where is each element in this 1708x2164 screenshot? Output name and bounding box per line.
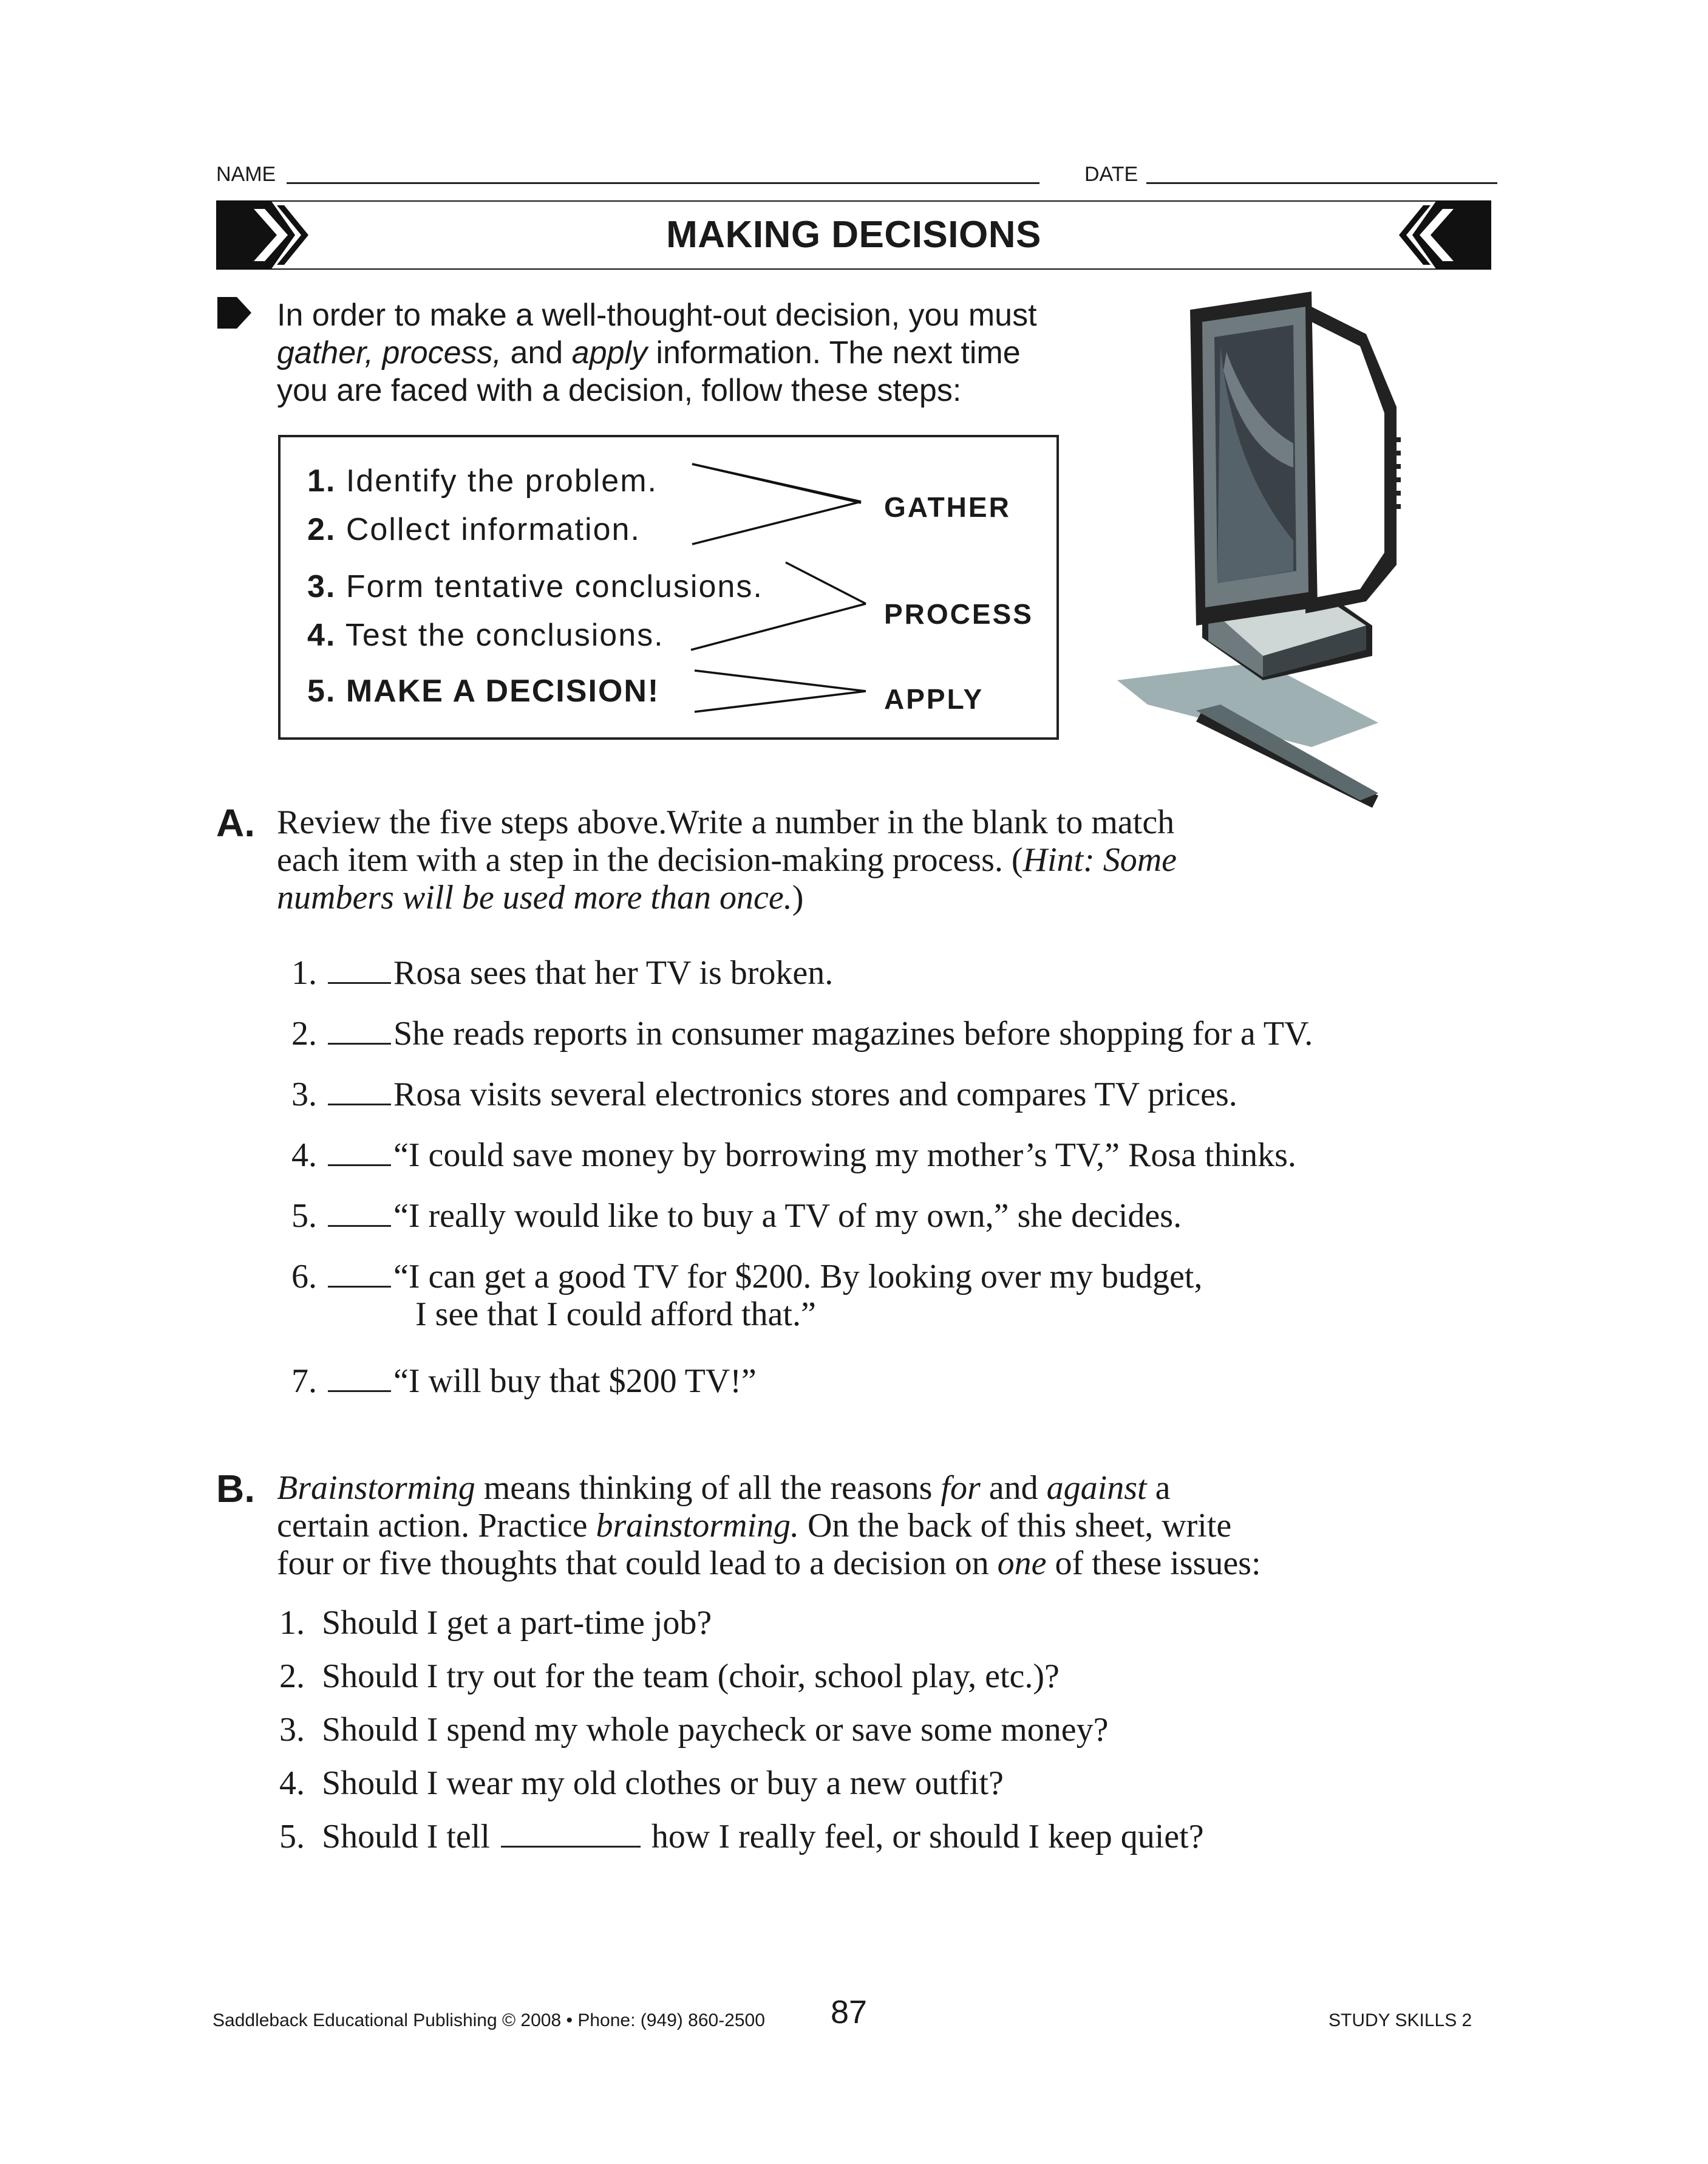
answer-blank[interactable] <box>328 1138 391 1166</box>
b-item-5: 5. Should I tell how I really feel, or should I keep quiet? <box>279 1818 1204 1855</box>
step-1: 1. Identify the problem. <box>307 463 658 499</box>
page-title: MAKING DECISIONS <box>666 214 1041 256</box>
section-b-line-2: certain action. Practice brainstorming. On the back of this sheet, write <box>277 1507 1232 1544</box>
intro-line-1: In order to make a well-thought-out decision, you must <box>277 298 1037 333</box>
a-item-7: 7. “I will buy that $200 TV!” <box>291 1362 757 1400</box>
step-3: 3. Form tentative conclusions. <box>307 569 763 604</box>
date-label: DATE <box>1084 163 1138 186</box>
answer-blank[interactable] <box>328 1077 391 1105</box>
b-item-3: 3. Should I spend my whole paycheck or save some money? <box>279 1711 1109 1749</box>
b-item-2: 2. Should I try out for the team (choir, school play, etc.)? <box>279 1657 1060 1695</box>
section-b-line-1: Brainstorming means thinking of all the reasons for and against a <box>277 1469 1171 1507</box>
a-item-6-continued: I see that I could afford that.” <box>415 1295 816 1333</box>
section-a-line-1: Review the five steps above.Write a number in the blank to match <box>277 804 1175 841</box>
intro-line-2: gather, process, and apply information. The next time <box>277 335 1021 370</box>
a-item-4: 4. “I could save money by borrowing my mother’s TV,” Rosa thinks. <box>291 1136 1296 1174</box>
a-item-1: 1. Rosa sees that her TV is broken. <box>291 954 834 992</box>
phase-process: PROCESS <box>884 598 1033 630</box>
b-item-1: 1. Should I get a part-time job? <box>279 1604 712 1642</box>
section-a-line-3: numbers will be used more than once.) <box>277 879 804 916</box>
answer-blank[interactable] <box>328 1259 391 1288</box>
section-b-line-3: four or five thoughts that could lead to a decision on one of these issues: <box>277 1544 1261 1582</box>
page-number: 87 <box>831 1994 868 2030</box>
a-item-6: 6. “I can get a good TV for $200. By looking over my budget, <box>291 1258 1203 1295</box>
step-5: 5. MAKE A DECISION! <box>307 674 660 709</box>
arrow-bullet-icon <box>216 295 253 331</box>
date-line <box>1146 182 1497 184</box>
answer-blank[interactable] <box>328 1016 391 1045</box>
section-b-letter: B. <box>216 1467 255 1510</box>
a-item-3: 3. Rosa visits several electronics stores and compares TV prices. <box>291 1076 1237 1113</box>
footer-publisher: Saddleback Educational Publishing © 2008 • Phone: (949) 860-2500 <box>213 2010 765 2030</box>
section-a-letter: A. <box>216 801 255 845</box>
intro-line-3: you are faced with a decision, follow these steps: <box>277 373 962 408</box>
television-illustration <box>1111 285 1475 808</box>
a-item-2: 2. She reads reports in consumer magazines before shopping for a TV. <box>291 1015 1313 1053</box>
answer-blank[interactable] <box>328 1364 391 1392</box>
name-line <box>287 182 1039 184</box>
answer-blank[interactable] <box>328 955 391 984</box>
step-4: 4. Test the conclusions. <box>307 618 664 653</box>
answer-blank[interactable] <box>328 1198 391 1227</box>
b-item-4: 4. Should I wear my old clothes or buy a new outfit? <box>279 1764 1004 1802</box>
footer-series: STUDY SKILLS 2 <box>1329 2010 1472 2030</box>
name-blank[interactable] <box>501 1819 641 1848</box>
phase-gather: GATHER <box>884 491 1011 523</box>
name-label: NAME <box>216 163 276 186</box>
a-item-5: 5. “I really would like to buy a TV of my own,” she decides. <box>291 1197 1182 1235</box>
section-a-line-2: each item with a step in the decision-making process. (Hint: Some <box>277 841 1177 879</box>
phase-apply: APPLY <box>884 683 984 715</box>
step-2: 2. Collect information. <box>307 512 641 547</box>
